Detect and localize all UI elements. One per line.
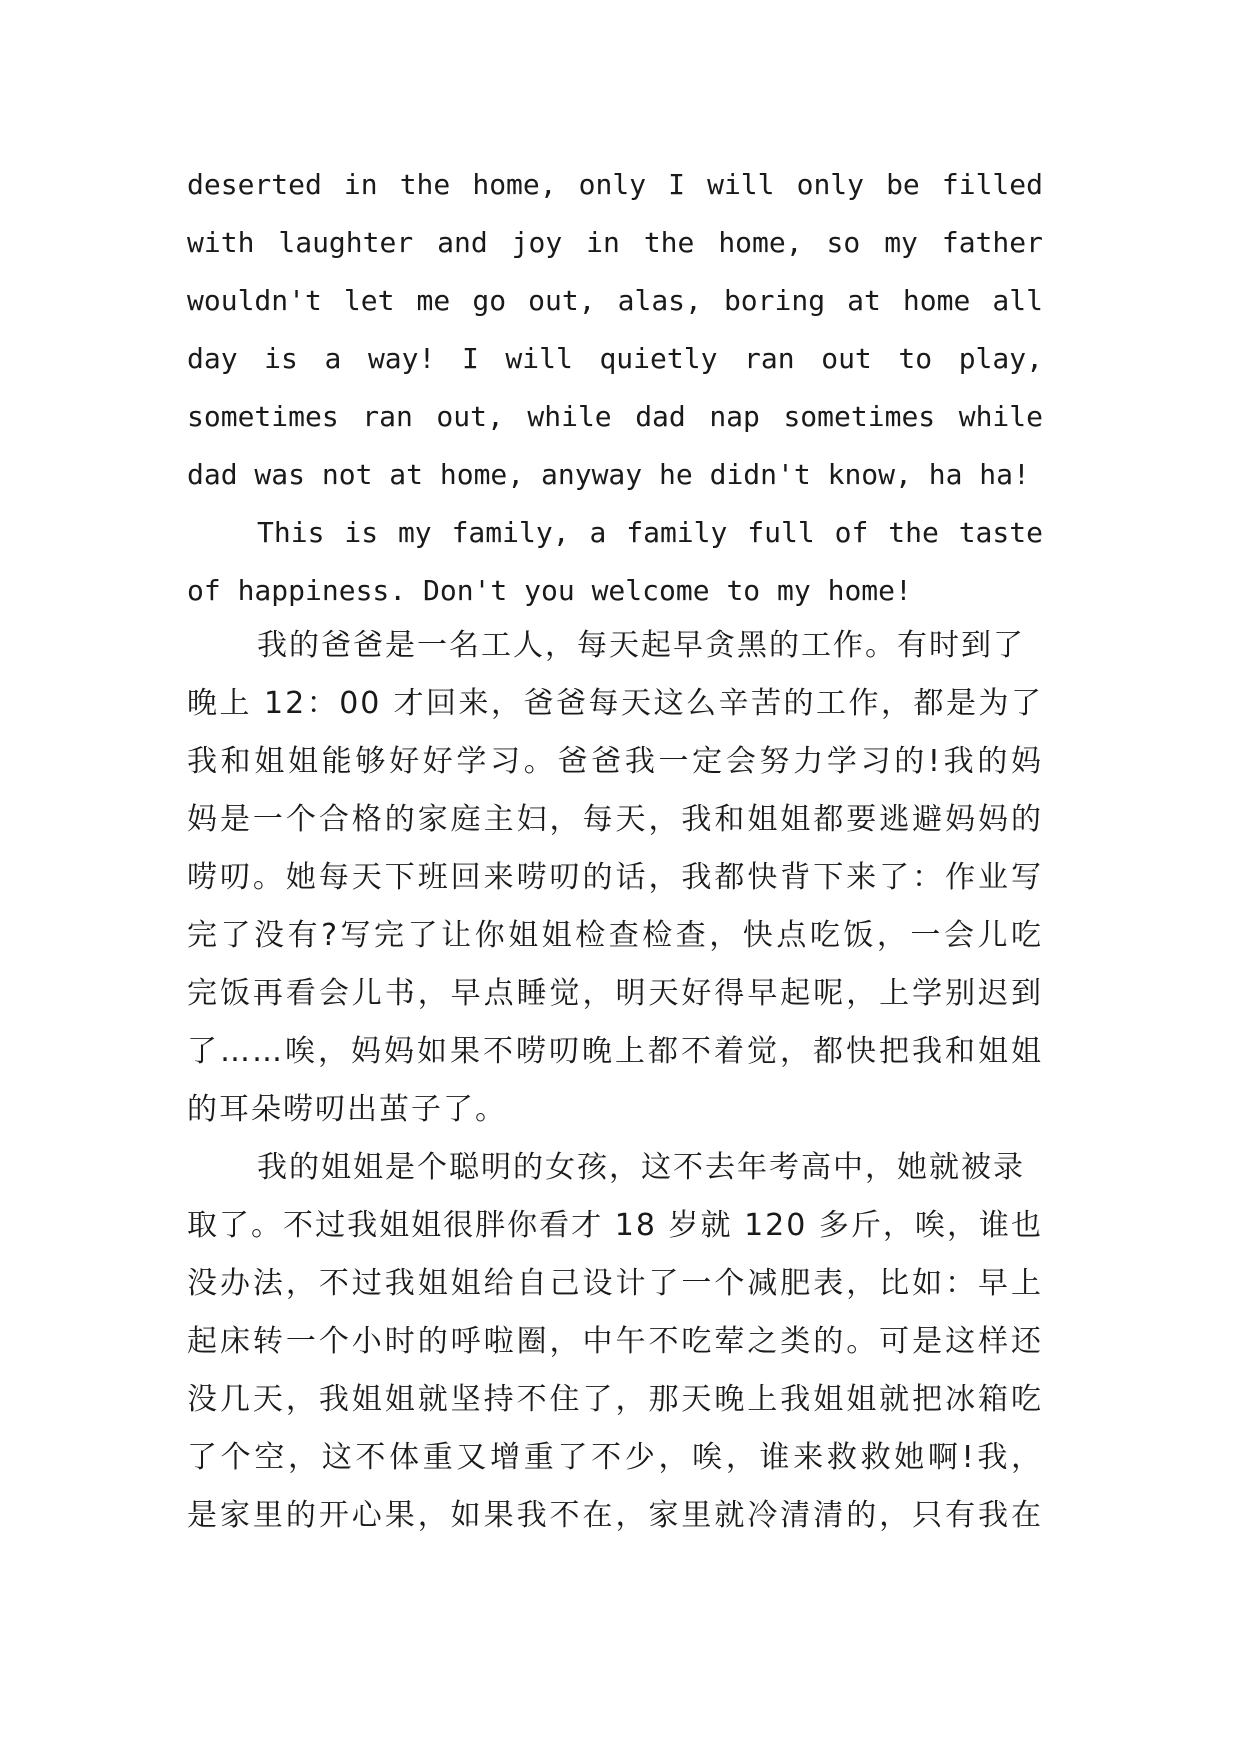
text-line: 我和姐姐能够好好学习。爸爸我一定会努力学习的!我的妈 — [187, 744, 1043, 779]
text-line: 晚上 12：00 才回来，爸爸每天这么辛苦的工作，都是为了 — [187, 686, 1043, 721]
text-line: 起床转一个小时的呼啦圈，中午不吃荤之类的。可是这样还 — [187, 1324, 1043, 1359]
text-line: of happiness. Don't you welcome to my home! — [187, 574, 912, 607]
text-line: wouldn't let me go out, alas, boring at home all — [187, 284, 1043, 317]
text-line: 了个空，这不体重又增重了不少，唉，谁来救救她啊!我， — [187, 1440, 1043, 1475]
text-line: day is a way! I will quietly ran out to play, — [187, 342, 1043, 375]
text-line: 妈是一个合格的家庭主妇，每天，我和姐姐都要逃避妈妈的 — [187, 802, 1043, 837]
text-line: 了……唉，妈妈如果不唠叨晚上都不着觉，都快把我和姐姐 — [187, 1034, 1043, 1069]
text-line: sometimes ran out, while dad nap sometimes while — [187, 400, 1043, 433]
text-line: 完饭再看会儿书，早点睡觉，明天好得早起呢，上学别迟到 — [187, 976, 1043, 1011]
text-line: 没几天，我姐姐就坚持不住了，那天晚上我姐姐就把冰箱吃 — [187, 1382, 1043, 1417]
text-line: 唠叨。她每天下班回来唠叨的话，我都快背下来了：作业写 — [187, 860, 1043, 895]
text-line: 取了。不过我姐姐很胖你看才 18 岁就 120 多斤，唉，谁也 — [187, 1208, 1043, 1243]
text-line: 是家里的开心果，如果我不在，家里就冷清清的，只有我在 — [187, 1498, 1043, 1533]
paragraph-first-line: 我的爸爸是一名工人，每天起早贪黑的工作。有时到了 — [257, 628, 1025, 663]
text-line: with laughter and joy in the home, so my father — [187, 226, 1043, 259]
text-line: 没办法，不过我姐姐给自己设计了一个减肥表，比如：早上 — [187, 1266, 1043, 1301]
text-line: 完了没有?写完了让你姐姐检查检查，快点吃饭，一会儿吃 — [187, 918, 1043, 953]
text-line: dad was not at home, anyway he didn't know, ha ha! — [187, 458, 1030, 491]
paragraph-first-line: This is my family, a family full of the taste — [257, 516, 1043, 549]
text-line: 的耳朵唠叨出茧子了。 — [187, 1092, 507, 1127]
text-line: deserted in the home, only I will only be filled — [187, 168, 1043, 201]
paragraph-first-line: 我的姐姐是个聪明的女孩，这不去年考高中，她就被录 — [257, 1150, 1025, 1185]
